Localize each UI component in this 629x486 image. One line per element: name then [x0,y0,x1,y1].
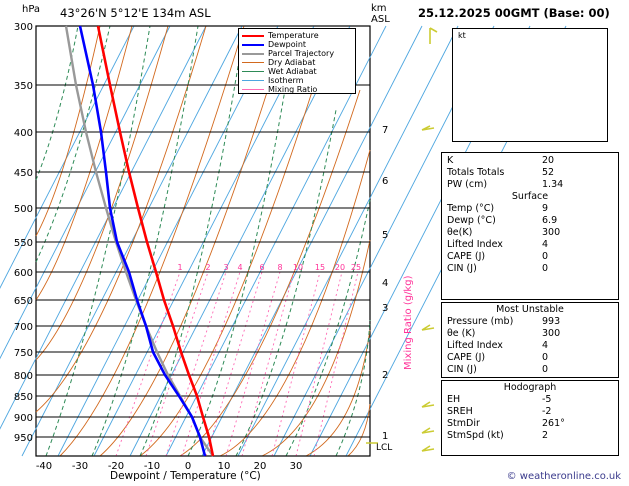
svg-text:10: 10 [217,461,231,472]
legend-label-temperature: Temperature [268,31,319,40]
svg-text:4: 4 [382,278,389,289]
svg-text:20: 20 [253,461,267,472]
svg-text:700: 700 [13,322,33,333]
row-value: 4 [542,340,549,351]
svg-text:900: 900 [13,413,33,424]
hodograph-panel [452,28,608,142]
legend-label-wet-adiabat: Wet Adiabat [268,67,317,76]
pressure-unit-label: hPa [22,4,41,15]
svg-text:3: 3 [382,303,389,314]
svg-text:550: 550 [13,238,33,249]
copyright-credit: © weatheronline.co.uk [506,471,621,482]
table-row [442,394,618,406]
legend-item [242,58,352,67]
row-value: 9 [542,203,549,214]
row-key: Dewp (°C) [447,215,496,226]
row-value: 2 [542,430,549,441]
svg-text:-20: -20 [107,461,125,472]
row-value: 0 [542,263,549,274]
height-unit-line1: km [371,3,387,14]
svg-text:4: 4 [237,263,243,272]
row-value: 52 [542,167,555,178]
svg-text:650: 650 [13,296,33,307]
table-row [442,263,618,275]
table-row [442,316,618,328]
hodograph-unit-label: kt [458,31,466,40]
table-row [442,167,618,179]
row-value: 0 [542,352,549,363]
svg-text:-30: -30 [71,461,89,472]
height-unit-label [371,3,390,25]
legend-item [242,67,352,76]
legend-label-dewpoint: Dewpoint [268,40,307,49]
pressure-axis-ticks [14,22,33,444]
svg-text:8: 8 [277,263,283,272]
table-row [442,340,618,352]
svg-text:450: 450 [13,168,33,179]
row-key: Lifted Index [447,239,503,250]
row-key: CAPE (J) [447,251,486,262]
row-key: PW (cm) [447,179,488,190]
table-row [442,203,618,215]
row-key: K [447,155,454,166]
row-key: StmDir [447,418,480,429]
mixing-ratio-axis-title [403,275,414,370]
table-row [442,418,618,430]
svg-text:0: 0 [184,461,192,472]
legend-swatch-temperature [242,35,264,37]
table-row [442,352,618,364]
hodograph-table [441,380,619,456]
legend-swatch-dewpoint [242,44,264,46]
table-row [442,155,618,167]
legend-item [242,40,352,49]
legend-item [242,31,352,40]
most-unstable-header: Most Unstable [496,304,564,315]
svg-text:350: 350 [13,81,33,92]
svg-text:500: 500 [13,204,33,215]
svg-text:800: 800 [13,371,33,382]
svg-text:1: 1 [382,431,389,442]
chart-legend [238,28,356,94]
svg-text:400: 400 [13,128,33,139]
row-value: 0 [542,364,549,375]
svg-text:-10: -10 [143,461,161,472]
table-row [442,227,618,239]
table-row [442,239,618,251]
legend-item [242,85,352,94]
table-row [442,364,618,376]
height-axis-ticks [376,125,392,453]
table-row [442,215,618,227]
legend-label-dry-adiabat: Dry Adiabat [268,58,316,67]
surface-section-header: Surface [511,191,549,202]
height-unit-line2: ASL [371,14,390,25]
row-value: 4 [542,239,549,250]
legend-item [242,76,352,85]
legend-label-isotherm: Isotherm [268,76,304,85]
station-title: 43°26'N 5°12'E 134m ASL [60,6,211,20]
row-value: 300 [542,328,561,339]
svg-text:3: 3 [223,263,229,272]
row-key: Pressure (mb) [447,316,514,327]
row-key: Temp (°C) [447,203,495,214]
row-value: -2 [542,406,552,417]
svg-text:Mixing Ratio (g/kg): Mixing Ratio (g/kg) [403,275,414,370]
row-key: θe(K) [447,227,473,238]
svg-text:1: 1 [177,263,183,272]
row-key: EH [447,394,461,405]
row-value: -5 [542,394,552,405]
legend-swatch-isotherm [242,80,264,81]
legend-swatch-parcel [242,53,264,55]
legend-swatch-dry-adiabat [242,62,264,63]
row-value: 6.9 [542,215,558,226]
row-value: 261° [542,418,565,429]
svg-text:25: 25 [350,263,362,272]
svg-text:LCL: LCL [376,443,393,453]
svg-text:15: 15 [314,263,326,272]
svg-text:6: 6 [259,263,265,272]
table-row [442,251,618,263]
svg-text:850: 850 [13,392,33,403]
svg-text:30: 30 [289,461,303,472]
row-key: CAPE (J) [447,352,486,363]
svg-text:20: 20 [334,263,346,272]
svg-text:950: 950 [13,433,33,444]
run-title: 25.12.2025 00GMT (Base: 00) [418,6,610,20]
svg-text:2: 2 [382,370,389,381]
table-row [442,179,618,191]
svg-text:2: 2 [205,263,211,272]
table-row [442,406,618,418]
x-axis-title: Dewpoint / Temperature (°C) [110,470,261,482]
indices-table [441,152,619,300]
row-value: 1.34 [542,179,564,190]
legend-swatch-wet-adiabat [242,71,264,72]
row-value: 300 [542,227,561,238]
table-row [442,430,618,442]
svg-text:7: 7 [382,125,389,136]
row-key: Totals Totals [447,167,505,178]
row-value: 20 [542,155,555,166]
row-key: θe (K) [447,328,476,339]
row-value: 993 [542,316,561,327]
row-value: 0 [542,251,549,262]
svg-text:10: 10 [292,263,304,272]
hodograph-table-header: Hodograph [503,382,557,393]
most-unstable-table [441,302,619,378]
row-key: StmSpd (kt) [447,430,504,441]
legend-label-mixing-ratio: Mixing Ratio [268,85,318,94]
svg-text:6: 6 [382,176,389,187]
svg-text:-40: -40 [35,461,53,472]
row-key: CIN (J) [447,364,477,375]
row-key: Lifted Index [447,340,503,351]
legend-item [242,49,352,58]
svg-text:750: 750 [13,348,33,359]
svg-text:300: 300 [13,22,33,33]
legend-swatch-mixing-ratio [242,89,264,90]
row-key: SREH [447,406,473,417]
table-row [442,328,618,340]
svg-text:5: 5 [382,230,389,241]
svg-text:600: 600 [13,268,33,279]
legend-label-parcel: Parcel Trajectory [268,49,335,58]
row-key: CIN (J) [447,263,477,274]
